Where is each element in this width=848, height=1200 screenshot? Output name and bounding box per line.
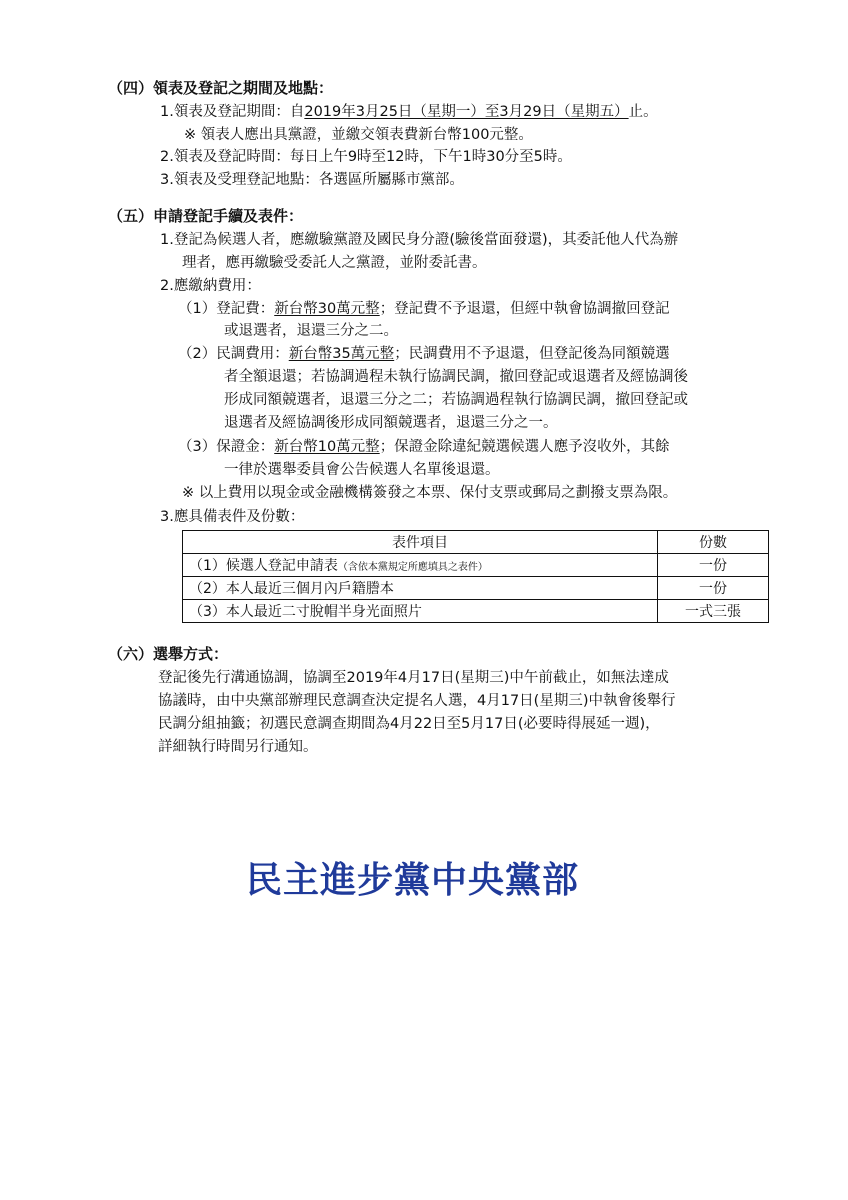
row-3-item: （3）本人最近二寸脫帽半身光面照片 <box>189 604 422 620</box>
fee-2-prefix: （2）民調費用： <box>178 346 289 362</box>
fee-2-line-3: 形成同額競選者，退還三分之二；若協調過程執行協調民調，撤回登記或 <box>224 392 688 408</box>
table-cell-count: 一份 <box>658 577 769 600</box>
s6-line-2: 協議時，由中央黨部辦理民意調查決定提名人選，4月17日(星期三)中執會後舉行 <box>158 693 676 709</box>
fee-2-line-2: 者全額退還；若協調過程未執行協調民調，撤回登記或退選者及經協調後 <box>224 369 688 385</box>
table-cell-item <box>183 554 658 577</box>
fee-1-rest: ；登記費不予退還，但經中執會協調撤回登記 <box>379 301 670 317</box>
s4-item-1-suffix: 止。 <box>628 104 658 120</box>
fee-2-line-4: 退選者及經協調後形成同額競選者，退還三分之一。 <box>224 415 558 431</box>
s4-item-1-prefix: 1.領表及登記期間：自 <box>160 104 305 120</box>
section-4-heading: （四）領表及登記之期間及地點： <box>108 79 334 97</box>
table-cell-item <box>183 577 658 600</box>
s5-item-2: 2.應繳納費用： <box>160 278 261 294</box>
fee-3-line-1 <box>178 437 670 457</box>
table-header-row <box>183 531 769 554</box>
fee-2-rest: ；民調費用不予退還，但登記後為同額競選 <box>394 346 670 362</box>
table-cell-count: 一式三張 <box>658 600 769 623</box>
table-row <box>183 600 769 623</box>
row-1-note: （含依本黨規定所應填具之表件） <box>337 562 488 573</box>
s5-item-1-line-1: 1.登記為候選人者，應繳驗黨證及國民身分證(驗後當面發還)，其委託他人代為辦 <box>160 232 679 248</box>
section-6-heading: （六）選舉方式： <box>108 645 229 663</box>
table-header-item: 表件項目 <box>183 531 658 554</box>
s5-item-3: 3.應具備表件及份數： <box>160 509 305 525</box>
section-5-heading: （五）申請登記手續及表件： <box>108 207 304 225</box>
table-cell-item <box>183 600 658 623</box>
s6-line-1: 登記後先行溝通協調，協調至2019年4月17日(星期三)中午前截止，如無法達成 <box>158 670 669 686</box>
s4-item-3: 3.領表及受理登記地點：各選區所屬縣市黨部。 <box>160 172 464 188</box>
row-2-item: （2）本人最近三個月內戶籍謄本 <box>189 581 394 597</box>
row-1-item: （1）候選人登記申請表 <box>189 558 338 574</box>
s5-item-1-line-2: 理者，應再繳驗受委託人之黨證，並附委託書。 <box>182 255 487 271</box>
required-documents-table <box>182 530 769 623</box>
fee-1-amount: 新台幣30萬元整 <box>274 301 380 317</box>
s4-item-2: 2.領表及登記時間：每日上午9時至12時，下午1時30分至5時。 <box>160 149 572 165</box>
fee-note: ※ 以上費用以現金或金融機構簽發之本票、保付支票或郵局之劃撥支票為限。 <box>182 485 678 501</box>
fee-1-prefix: （1）登記費： <box>178 301 275 317</box>
fee-2-amount: 新台幣35萬元整 <box>288 346 395 362</box>
fee-3-rest: ；保證金除違紀競選候選人應予沒收外，其餘 <box>379 439 670 455</box>
fee-2-line-1 <box>178 344 670 364</box>
fee-3-amount: 新台幣10萬元整 <box>274 439 380 455</box>
fee-3-prefix: （3）保證金： <box>178 439 275 455</box>
table-row <box>183 577 769 600</box>
s4-item-1-note: ※ 領表人應出具黨證，並繳交領表費新台幣100元整。 <box>184 127 533 143</box>
table-cell-count: 一份 <box>658 554 769 577</box>
s6-line-4: 詳細執行時間另行通知。 <box>158 739 318 755</box>
organization-stamp: 民主進步黨中央黨部 <box>246 860 580 901</box>
s6-line-3: 民調分組抽籤；初選民意調查期間為4月22日至5月17日(必要時得展延一週)， <box>158 716 660 732</box>
fee-1-line-2: 或退選者，退還三分之二。 <box>224 323 398 339</box>
table-header-count: 份數 <box>658 531 769 554</box>
fee-3-line-2: 一律於選舉委員會公告候選人名單後退還。 <box>224 462 500 478</box>
fee-1-line-1 <box>178 299 670 319</box>
table-row <box>183 554 769 577</box>
s4-item-1-date: 2019年3月25日（星期一）至3月29日（星期五） <box>304 104 629 120</box>
s4-item-1 <box>160 102 658 122</box>
